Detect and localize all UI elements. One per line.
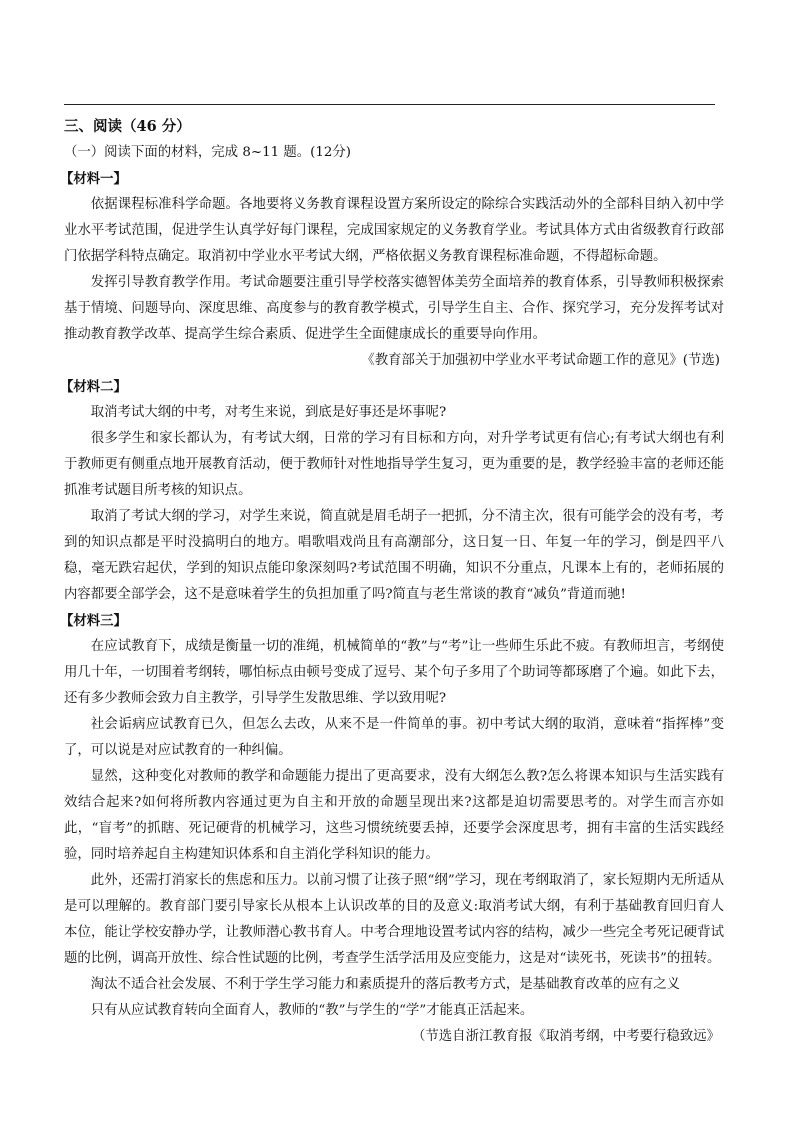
- section-title: 三、阅读（46 分）: [64, 118, 191, 135]
- paragraph: 很多学生和家长都认为，有考试大纲，日常的学习有目标和方向，对升学考试更有信心;有考试大纲也有利于教师更有侧重点地开展教育活动，便于教师针对性地指导学生复习，更为重要的是，教学经验丰富的老师还能抓准考试题目所考核的知识点。: [64, 431, 724, 498]
- paragraph: 只有从应试教育转向全面育人，教师的“教”与学生的“学”才能真正活起来。: [90, 1003, 534, 1018]
- material-label: 【材料二】: [60, 379, 127, 395]
- paragraph: 社会诟病应试教育已久，但怎么去改，从来不是一件简单的事。初中考试大纲的取消，意味着“指挥棒”变了，可以说是对应试教育的一种纠偏。: [64, 717, 724, 758]
- header-rule: [64, 104, 715, 105]
- material-3: [60, 608, 724, 1050]
- paragraph: 淘汰不适合社会发展、不利于学生学习能力和素质提升的落后教考方式，是基础教育改革的应有之义: [90, 977, 680, 992]
- paragraph: 取消了考试大纲的学习，对学生来说，简直就是眉毛胡子一把抓，分不清主次，很有可能学会的没有考，考到的知识点都是平时没搞明白的地方。唱歌唱戏尚且有高潮部分，这日复一日、年复一年的学习，倒是四平八稳，毫无跌宕起伏，学到的知识点能印象深刻吗?考试范围不明确，知识不分重点，凡课本上有的，老师拓展的内容都要全部学会，这不是意味着学生的负担加重了吗?简直与老生常谈的教育“减负”背道而驰!: [64, 509, 724, 602]
- material-1: [60, 166, 724, 374]
- paragraph: 此外，还需打消家长的焦虑和压力。以前习惯了让孩子照“纲”学习，现在考纲取消了，家长短期内无所适从是可以理解的。教育部门要引导家长从根本上认识改革的目的及意义:取消考试大纲，有利于基础教育回归育人本位，能让学校安静办学，让教师潜心教书育人。中考合理地设置考试内容的结构，减少一些完全考死记硬背试题的比例，调高开放性、综合性试题的比例，考查学生活学活用及应变能力，这是对“读死书，死读书”的扭转。: [64, 873, 724, 966]
- paragraph: 显然，这种变化对教师的教学和命题能力提出了更高要求，没有大纲怎么教?怎么将课本知识与生活实践有效结合起来?如何将所教内容通过更为自主和开放的命题呈现出来?这都是迫切需要思考的。对学生而言亦如此，“盲考”的抓瞎、死记硬背的机械学习，这些习惯统统要丢掉，还要学会深度思考，拥有丰富的生活实践经验，同时培养起自主构建知识体系和自主消化学科知识的能力。: [64, 769, 724, 862]
- material-source: （节选自浙江教育报《取消考纲，中考要行稳致远》: [412, 1029, 720, 1044]
- sub-title: （一）阅读下面的材料，完成 8~11 题。(12分): [64, 145, 352, 160]
- paragraph: 依据课程标准科学命题。各地要将义务教育课程设置方案所设定的除综合实践活动外的全部科目纳入初中学业水平考试范围，促进学生认真学好每门课程，完成国家规定的义务教育学业。考试具体方式由省级教育行政部门依据学科特点确定。取消初中学业水平考试大纲，严格依据义务教育课程标准命题，不得超标命题。: [64, 197, 724, 264]
- material-label: 【材料三】: [60, 613, 127, 629]
- paragraph: 发挥引导教育教学作用。考试命题要注重引导学校落实德智体美劳全面培养的教育体系，引导教师积极探索基于情境、问题导向、深度思维、高度参与的教育教学模式，引导学生自主、合作、探究学习，充分发挥考试对推动教育教学改革、提高学生综合素质、促进学生全面健康成长的重要导向作用。: [64, 275, 724, 342]
- paragraph: 在应试教育下，成绩是衡量一切的准绳，机械简单的“教”与“考”让一些师生乐此不疲。有教师坦言，考纲使用几十年，一切围着考纲转，哪怕标点由顿号变成了逗号、某个句子多用了个助词等都琢磨了个遍。如此下去，还有多少教师会致力自主教学，引导学生发散思维、学以致用呢?: [64, 639, 724, 706]
- material-label: 【材料一】: [60, 171, 127, 187]
- document-body: [60, 114, 724, 1050]
- material-2: [60, 374, 724, 608]
- paragraph: 取消考试大纲的中考，对考生来说，到底是好事还是坏事呢?: [90, 405, 447, 420]
- material-source: 《教育部关于加强初中学业水平考试命题工作的意见》(节选): [361, 353, 720, 368]
